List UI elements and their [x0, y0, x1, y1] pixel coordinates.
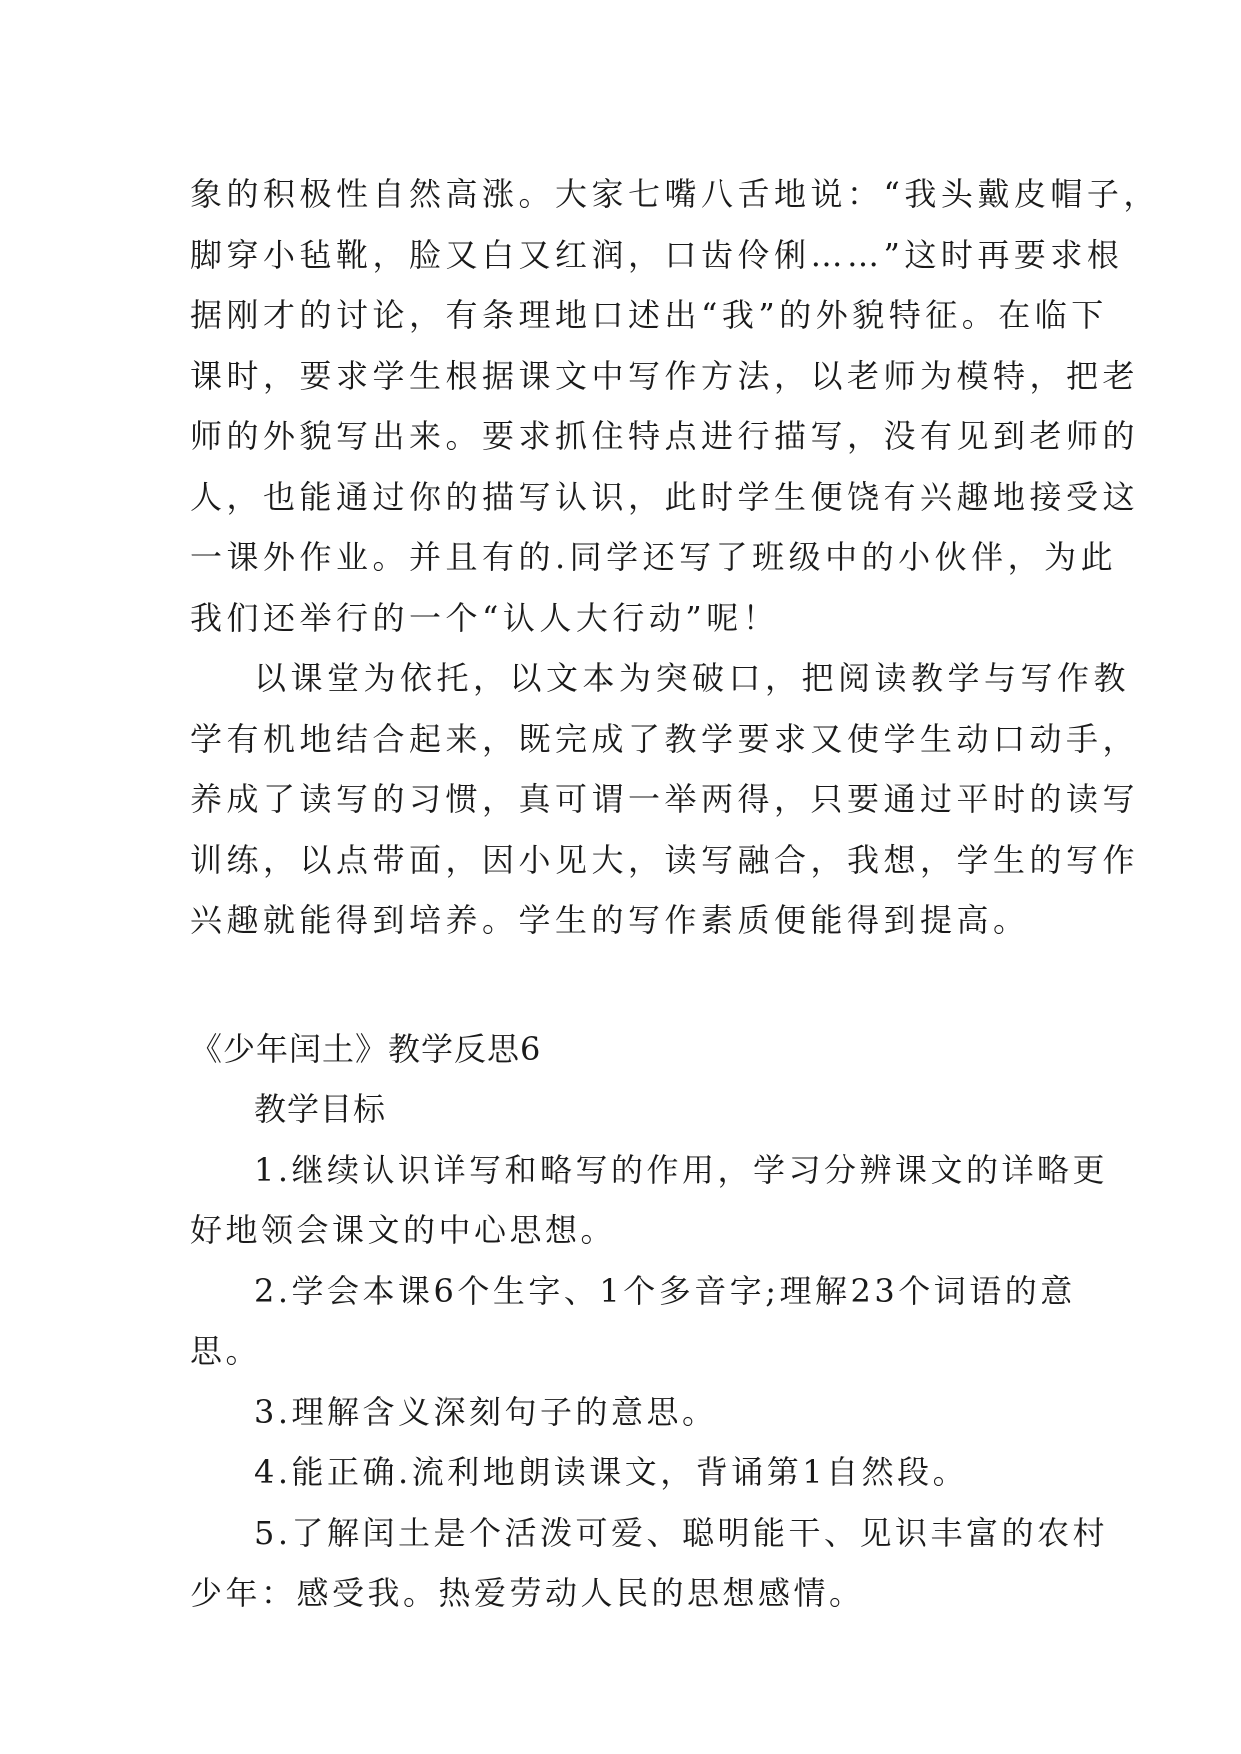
objective-line: 少年：感受我。热爱劳动人民的思想感情。 [190, 1574, 865, 1612]
paragraph-1 [190, 164, 1160, 648]
text-line: 象的积极性自然高涨。大家七嘴八舌地说：“我头戴皮帽子， [190, 175, 1160, 213]
objective-line: 好地领会课文的中心思想。 [190, 1211, 617, 1249]
objective-line: 2.学会本课6个生字、1个多音字;理解23个词语的意 [254, 1271, 1076, 1310]
objective-item [190, 1261, 1076, 1382]
text-line: 我们还举行的一个“认人大行动”呢！ [190, 598, 780, 637]
text-line: 课时，要求学生根据课文中写作方法，以老师为模特，把老 [190, 356, 1140, 395]
objective-item [190, 1442, 1060, 1503]
text-line: 师的外貌写出来。要求抓住特点进行描写，没有见到老师的 [190, 417, 1140, 455]
objective-line: 1.继续认识详写和略写的作用，学习分辨课文的详略更 [254, 1150, 1109, 1189]
text-line: 学有机地结合起来，既完成了教学要求又使学生动口动手， [190, 719, 1140, 758]
objective-line: 思。 [190, 1332, 262, 1370]
text-line: 以课堂为依托，以文本为突破口，把阅读教学与写作教 [254, 659, 1131, 697]
document-page [190, 164, 1160, 1624]
section-subheading: 教学目标 [254, 1090, 387, 1128]
text-line: 兴趣就能得到培养。学生的写作素质便能得到提高。 [190, 901, 1030, 939]
objective-line: 3.理解含义深刻句子的意思。 [254, 1392, 718, 1431]
text-line: 脚穿小毡靴，脸又白又红润，口齿伶俐……”这时再要求根 [190, 235, 1124, 274]
objective-item [190, 1140, 1109, 1261]
paragraph-2 [190, 648, 1140, 951]
section-title: 《少年闰土》教学反思6 [190, 1029, 542, 1068]
objective-line: 5.了解闰土是个活泼可爱、聪明能干、见识丰富的农村 [254, 1513, 1109, 1552]
text-line: 养成了读写的习惯，真可谓一举两得，只要通过平时的读写 [190, 780, 1140, 818]
objective-item [190, 1503, 1109, 1624]
objective-line: 4.能正确.流利地朗读课文，背诵第1自然段。 [254, 1453, 969, 1491]
objective-item [190, 1382, 1060, 1443]
objective-list [190, 1140, 1109, 1624]
text-line: 一课外作业。并且有的.同学还写了班级中的小伙伴，为此 [190, 538, 1118, 576]
text-line: 人，也能通过你的描写认识，此时学生便饶有兴趣地接受这 [190, 477, 1140, 516]
text-line: 训练，以点带面，因小见大，读写融合，我想，学生的写作 [190, 840, 1140, 879]
text-line: 据刚才的讨论，有条理地口述出“我”的外貌特征。在临下 [190, 296, 1108, 334]
